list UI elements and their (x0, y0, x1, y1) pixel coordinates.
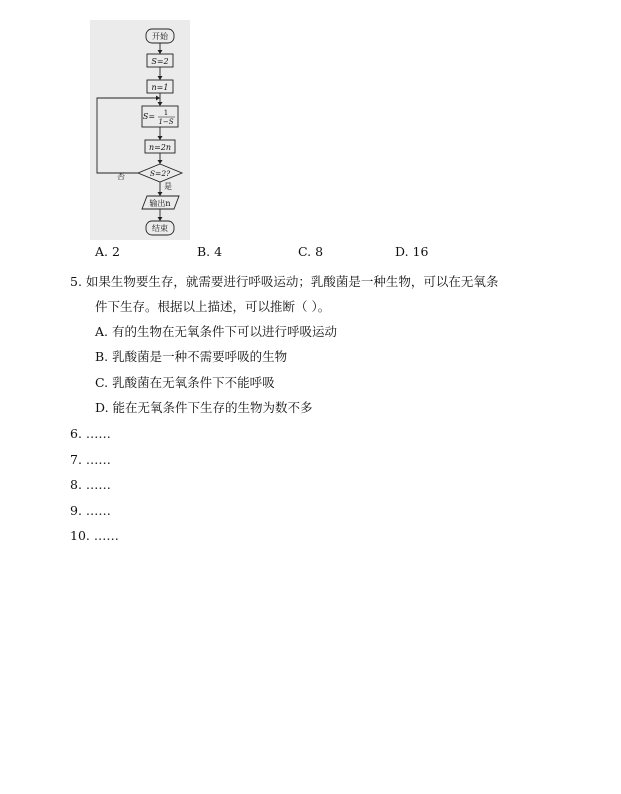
q5-option-c: C. 乳酸菌在无氧条件下不能呼吸 (95, 375, 275, 390)
assign-frac-num: 1 (163, 109, 169, 117)
output-label: 输出n (149, 199, 171, 208)
question-6: 6. …… (70, 426, 111, 441)
question-7: 7. …… (70, 452, 111, 467)
question-10: 10. …… (70, 528, 119, 543)
q5-stem-line1: 5. 如果生物要生存，就需要进行呼吸运动；乳酸菌是一种生物，可以在无氧条 (70, 274, 499, 289)
q5-option-a: A. 有的生物在无氧条件下可以进行呼吸运动 (95, 324, 337, 339)
init-s-label: S=2 (151, 57, 169, 66)
flowchart (90, 20, 190, 240)
update-n-label: n=2n (148, 143, 172, 152)
q4-choice-d: D. 16 (395, 244, 429, 259)
end-label: 结束 (152, 224, 168, 233)
q5-stem-line2: 件下生存。根据以上描述，可以推断（ ）。 (95, 299, 331, 314)
init-n-label: n=1 (151, 83, 169, 92)
yes-label: 是 (164, 182, 172, 191)
condition-label: S=2? (149, 169, 171, 178)
assign-frac-den: 1−S (158, 118, 174, 126)
start-label: 开始 (152, 32, 168, 41)
q4-choice-b: B. 4 (197, 244, 223, 259)
q4-choice-a: A. 2 (95, 244, 120, 259)
assign-s-label: S= (142, 112, 156, 121)
q5-option-d: D. 能在无氧条件下生存的生物为数不多 (95, 400, 313, 415)
no-label: 否 (117, 172, 125, 181)
question-8: 8. …… (70, 477, 111, 492)
q5-option-b: B. 乳酸菌是一种不需要呼吸的生物 (95, 349, 288, 364)
flowchart-diagram (90, 20, 190, 240)
question-9: 9. …… (70, 503, 111, 518)
q4-choice-c: C. 8 (298, 244, 324, 259)
loop-back-line (97, 98, 160, 173)
